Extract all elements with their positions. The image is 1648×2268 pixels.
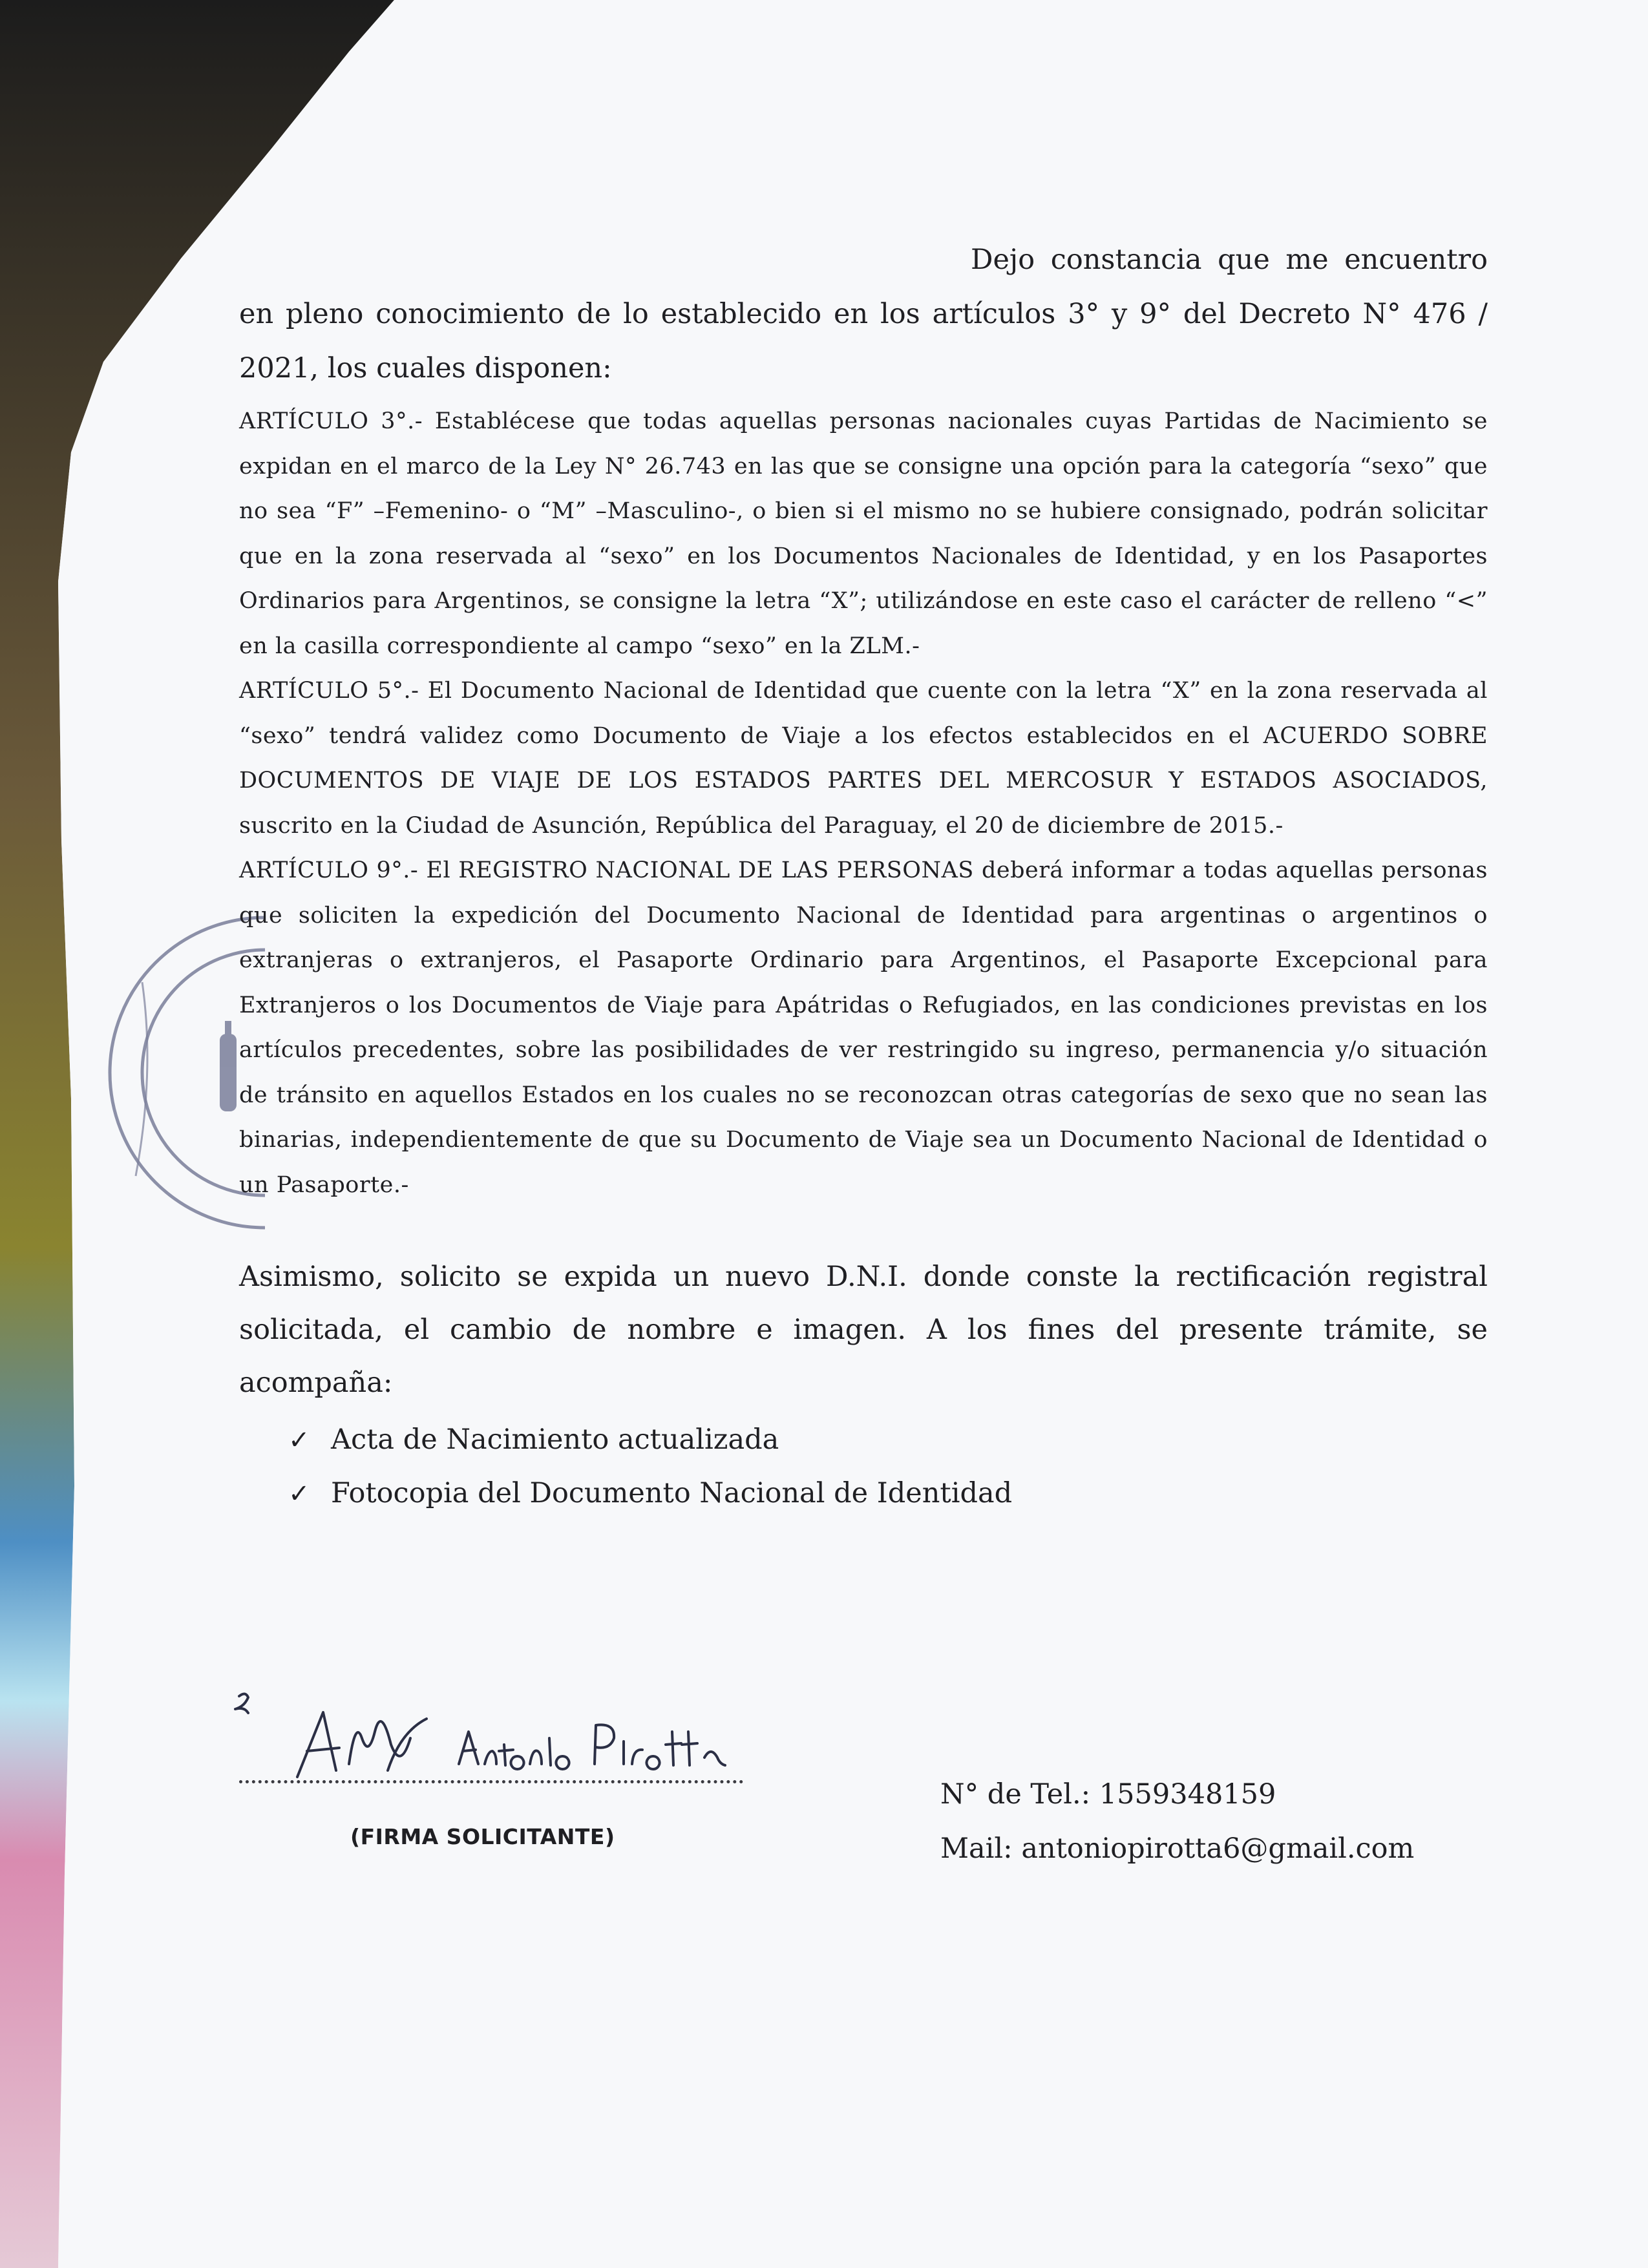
attachment-label: Acta de Nacimiento actualizada bbox=[331, 1423, 779, 1456]
signature-caption: (FIRMA SOLICITANTE) bbox=[350, 1824, 615, 1849]
intro-paragraph: Dejo constancia que me encuentro en pleno conocimiento de lo establecido en los artículos 3° y 9° del Decreto N° 476 / 2021, los cuales disponen: bbox=[239, 244, 1488, 384]
attachment-item bbox=[288, 1467, 1488, 1520]
signature-block bbox=[239, 1686, 756, 1854]
attachment-label: Fotocopia del Documento Nacional de Identidad bbox=[331, 1477, 1013, 1509]
checkmark-icon: ✓ bbox=[288, 1479, 310, 1509]
contact-info bbox=[940, 1767, 1414, 1876]
article-9: ARTÍCULO 9°.- El REGISTRO NACIONAL DE LAS PERSONAS deberá informar a todas aquellas personas que soliciten la expedición del Documento Nacional de Identidad para argentinas o argentinos o extranjeras o extranjeros, el Pasaporte Ordinario para Argentinos, el Pasaporte Excepcional para Extranjeros o los Documentos de Viaje para Apátridas o Refugiados, en las condiciones previstas en los artículos precedentes, sobre las posibilidades de ver restringido su ingreso, permanencia y/o situación de tránsito en aquellos Estados en los cuales no se reconozcan otras categorías de sexo que no sean las binarias, independientemente de que su Documento de Viaje sea un Documento Nacional de Identidad o un Pasaporte.- bbox=[239, 857, 1488, 1198]
email-address: Mail: antoniopirotta6@gmail.com bbox=[940, 1832, 1415, 1865]
attachments-list bbox=[288, 1413, 1488, 1520]
document-body bbox=[239, 233, 1488, 1520]
signature-line bbox=[239, 1780, 743, 1783]
handwritten-signature bbox=[226, 1686, 808, 1790]
checkmark-icon: ✓ bbox=[288, 1425, 310, 1455]
attachment-item bbox=[288, 1413, 1488, 1467]
request-paragraph: Asimismo, solicito se expida un nuevo D.N.I. donde conste la rectificación registral solicitada, el cambio de nombre e imagen. A los fines del presente trámite, se acompaña: bbox=[239, 1261, 1488, 1399]
article-5: ARTÍCULO 5°.- El Documento Nacional de Identidad que cuente con la letra “X” en la zona reservada al “sexo” tendrá validez como Documento de Viaje a los efectos establecidos en el ACUERDO SOBRE DOCUMENTOS DE VIAJE DE LOS ESTADOS PARTES DEL MERCOSUR Y ESTADOS ASOCIADOS, suscrito en la Ciudad de Asunción, República del Paraguay, el 20 de diciembre de 2015.- bbox=[239, 678, 1488, 839]
phone-number: N° de Tel.: 1559348159 bbox=[940, 1778, 1276, 1811]
article-3: ARTÍCULO 3°.- Establécese que todas aquellas personas nacionales cuyas Partidas de Nacimiento se expidan en el marco de la Ley N° 26.743 en las que se consigne una opción para la categoría “sexo” que no sea “F” –Femenino- o “M” –Masculino-, o bien si el mismo no se hubiere consignado, podrán solicitar que en la zona reservada al “sexo” en los Documentos Nacionales de Identidad, y en los Pasaportes Ordinarios para Argentinos, se consigne la letra “X”; utilizándose en este caso el carácter de relleno “<” en la casilla correspondiente al campo “sexo” en la ZLM.- bbox=[239, 408, 1488, 659]
